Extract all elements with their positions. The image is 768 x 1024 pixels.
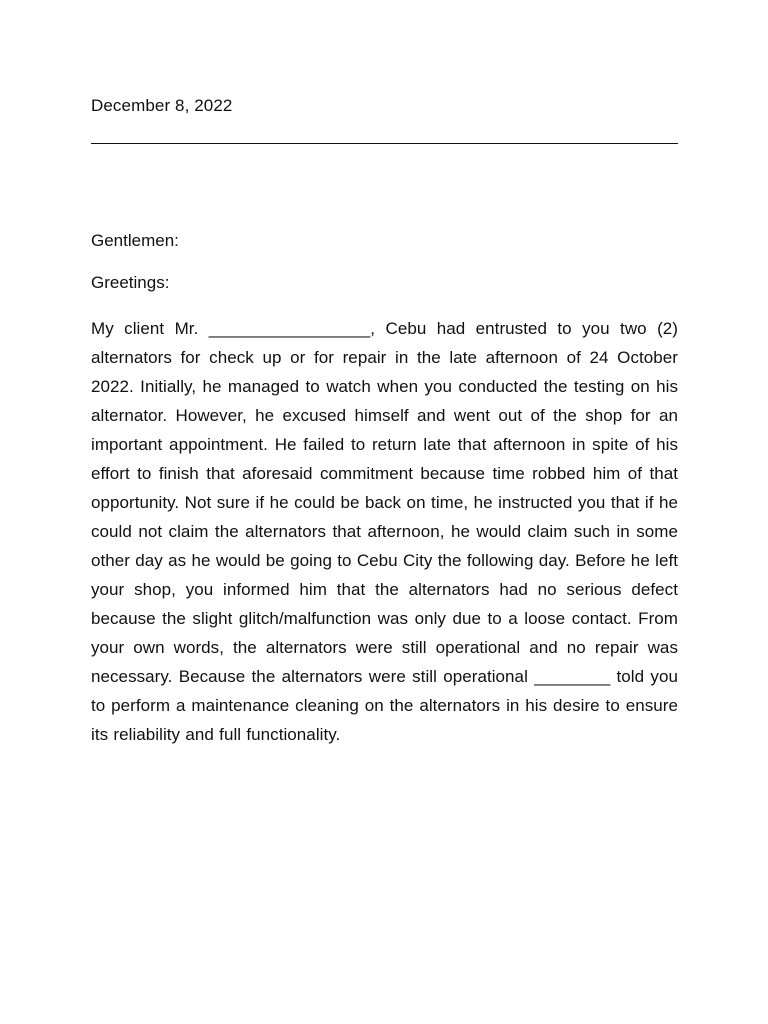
letter-body-paragraph: My client Mr. _________________, Cebu had entrusted to you two (2) alternators for check up or for repair in the late afternoon of 24 October 2022. Initially, he managed to watch when you conducted the testing on his alternator. However, he excused himself and went out of the shop for an important appointment. He failed to return late that afternoon in spite of his effort to finish that aforesaid commitment because time robbed him of that opportunity. Not sure if he could be back on time, he instructed you that if he could not claim the alternators that afternoon, he would claim such in some other day as he would be going to Cebu City the following day. Before he left your shop, you informed him that the alternators had no serious defect because the slight glitch/malfunction was only due to a loose contact. From your own words, the alternators were still operational and no repair was necessary. Because the alternators were still operational ________ told you to perform a maintenance cleaning on the alternators in his desire to ensure its reliability and full functionality. bbox=[91, 319, 678, 744]
greeting: Greetings: bbox=[91, 273, 170, 292]
addressee-line bbox=[91, 143, 678, 144]
letter-date: December 8, 2022 bbox=[91, 96, 233, 115]
salutation: Gentlemen: bbox=[91, 231, 179, 250]
